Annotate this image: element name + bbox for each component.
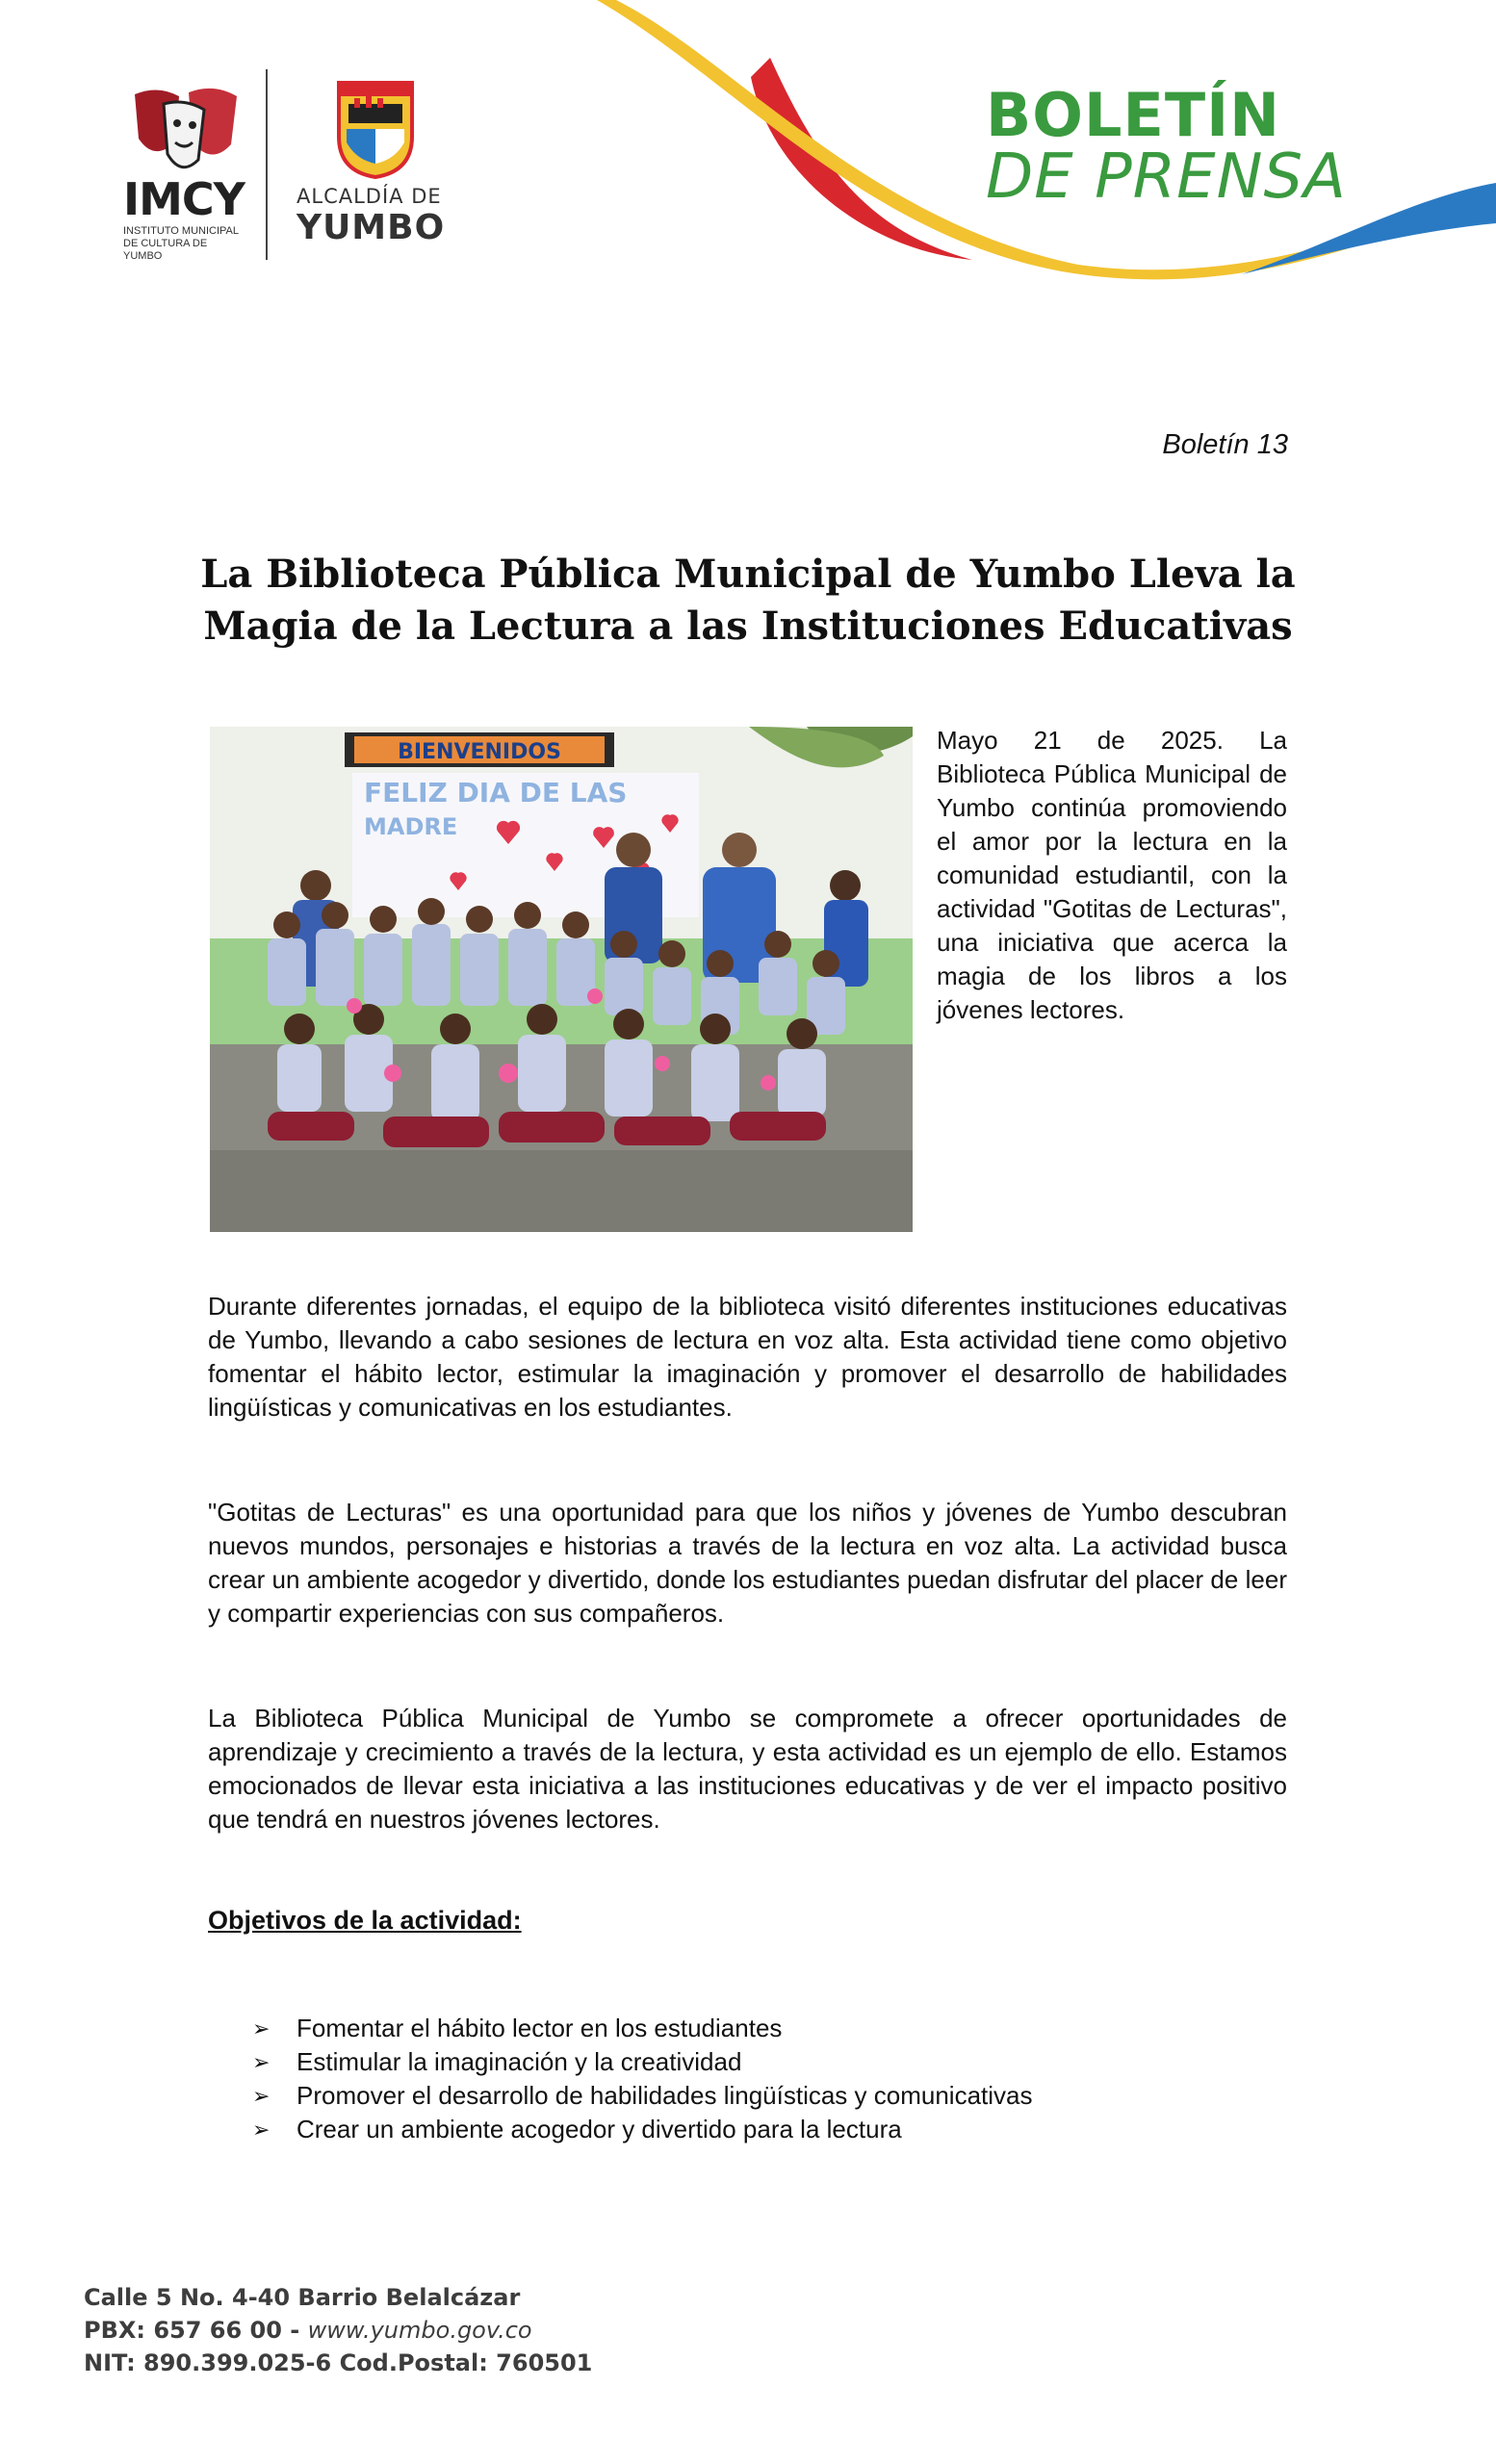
imcy-subtitle-2: DE CULTURA DE YUMBO [123,238,208,262]
objective-text: Estimular la imaginación y la creatividad [297,2047,742,2076]
body-paragraph-1: Durante diferentes jornadas, el equipo de la biblioteca visitó diferentes instituciones educativas de Yumbo, llevando a cabo sesiones de lectura en voz alta. Esta actividad tiene como objetivo fomentar el hábito lector, estimular la imaginación y promover el desarrollo de habilidades lingüísticas y comunicativas en los estudiantes. [208,1292,1287,1422]
alcaldia-small-text: ALCALDÍA DE [297,185,442,208]
boletin-title-line1: BOLETÍN [986,80,1281,150]
imcy-logo [123,85,248,263]
objectives-list [252,2012,1033,2146]
body-paragraph-2: "Gotitas de Lecturas" es una oportunidad para que los niños y jóvenes de Yumbo descubran nuevos mundos, personajes e historias a través de la lectura en voz alta. La actividad busca crear un ambiente acogedor y divertido, donde los estudiantes puedan disfrutar del placer de leer y compartir experiencias con sus compañeros. [208,1498,1287,1628]
body-paragraph-3: La Biblioteca Pública Municipal de Yumbo se compromete a ofrecer oportunidades de aprendizaje y crecimiento a través de la lectura, y esta actividad es un ejemplo de ello. Estamos emocionados de llevar esta iniciativa a las instituciones educativas y de ver el impacto positivo que tendrá en nuestros jóvenes lectores. [208,1704,1287,1834]
objective-text: Fomentar el hábito lector en los estudiantes [297,2014,783,2042]
imcy-name: IMCY [123,173,245,225]
footer-nit-postal: NIT: 890.399.025-6 Cod.Postal: 760501 [84,2349,593,2376]
bulletin-number: Boletín 13 [1162,429,1288,460]
group-photo-illustration [210,727,913,1232]
objective-text: Crear un ambiente acogedor y divertido para la lectura [297,2115,902,2143]
list-item [252,2012,1033,2045]
list-item [252,2045,1033,2079]
arrow-bullet-icon: ➢ [252,2118,271,2142]
arrow-bullet-icon: ➢ [252,2016,271,2040]
event-photo [210,727,913,1232]
photo-banner-top: BIENVENIDOS [398,740,561,764]
photo-banner-line2: MADRE [364,813,458,840]
article-title-line1: La Biblioteca Pública Municipal de Yumbo Lleva la [200,552,1296,597]
list-item [252,2113,1033,2146]
photo-banner-line1: FELIZ DIA DE LAS [364,777,628,808]
alcaldia-logo [297,79,460,247]
arrow-bullet-icon: ➢ [252,2084,271,2108]
intro-paragraph: Mayo 21 de 2025. La Biblioteca Pública Municipal de Yumbo continúa promoviendo el amor por la lectura en la comunidad estudiantil, con la actividad "Gotitas de Lecturas", una iniciativa que acerca la magia de los libros a los jóvenes lectores. [937,726,1287,1024]
objective-text: Promover el desarrollo de habilidades lingüísticas y comunicativas [297,2081,1033,2110]
logo-divider [266,69,268,260]
yumbo-coat-of-arms-icon [331,79,420,179]
theater-masks-icon [129,85,243,173]
boletin-title-line2: DE PRENSA [986,141,1347,213]
arrow-bullet-icon: ➢ [252,2050,271,2074]
article-title [173,549,1323,653]
footer-contact [84,2314,592,2347]
footer-address: Calle 5 No. 4-40 Barrio Belalcázar [84,2284,521,2311]
footer-website-link[interactable]: www.yumbo.gov.co [307,2317,532,2344]
alcaldia-big-text: YUMBO [297,208,446,247]
imcy-subtitle-1: INSTITUTO MUNICIPAL [123,225,239,237]
article-title-line2: Magia de la Lectura a las Instituciones Educativas [203,603,1293,649]
list-item [252,2079,1033,2113]
boletin-title [986,80,1347,213]
footer [84,2281,592,2379]
objectives-heading: Objetivos de la actividad: [208,1906,522,1935]
footer-phone: PBX: 657 66 00 - [84,2317,300,2344]
